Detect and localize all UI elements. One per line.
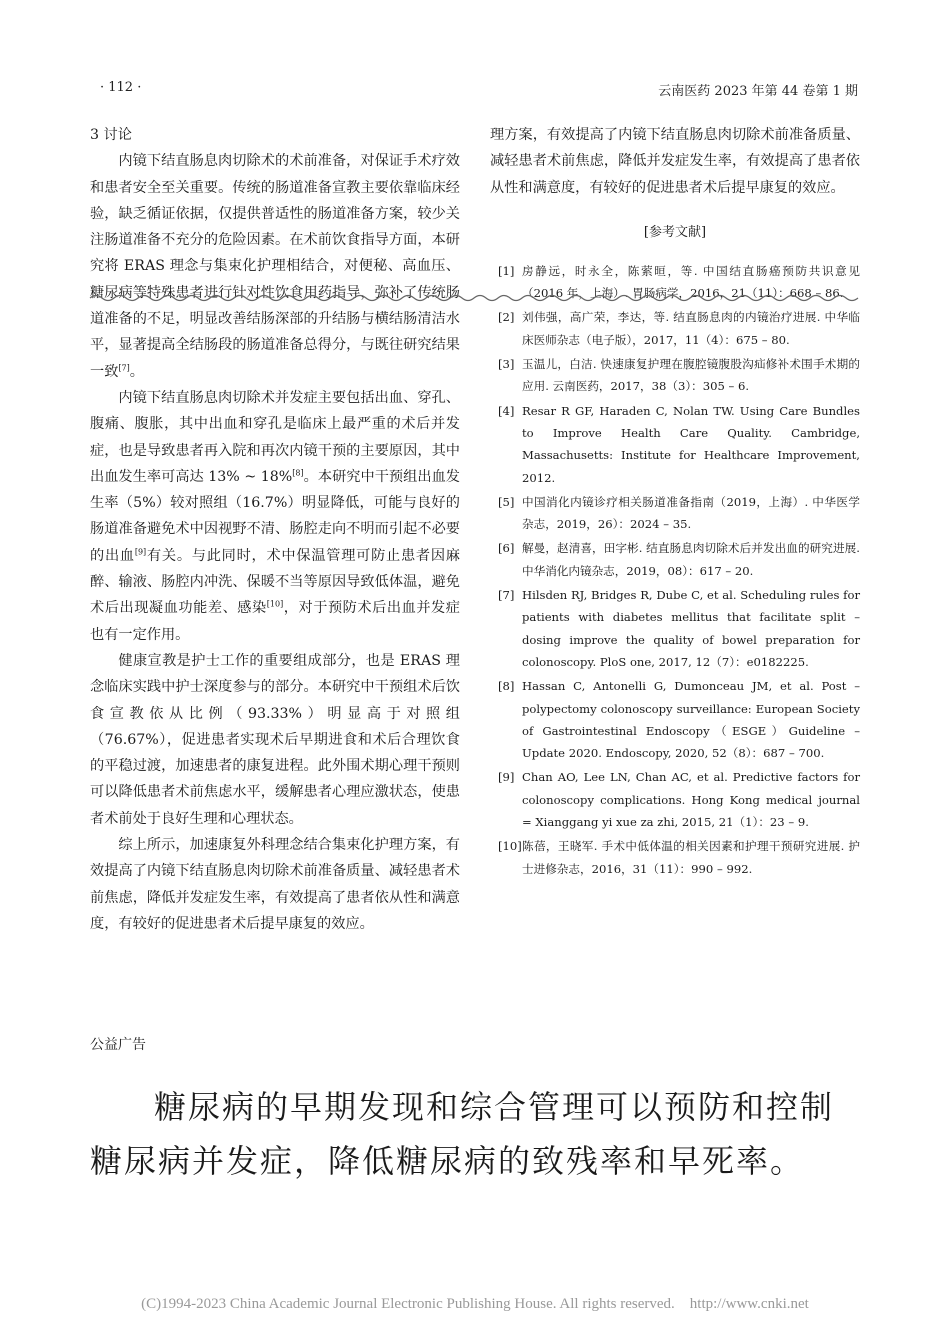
citation: [8] <box>292 468 304 478</box>
paragraph-text: 内镜下结直肠息肉切除术并发症主要包括出血、穿孔、腹痛、腹胀，其中出血和穿孔是临床上最严重的术后并发症，也是导致患者再入院和再次内镜干预的主要原因，其中出血发生率可高达 13% ~ 18% <box>90 389 460 485</box>
reference-number: [6] <box>498 541 515 556</box>
reference-text: 刘伟强，高广荣，李达，等. 结直肠息肉的内镜治疗进展. 中华临床医师杂志（电子版），2017，11（4）：675 – 80. <box>522 310 860 347</box>
reference-text: 房静远，时永全，陈萦晅，等. 中国结直肠癌预防共识意见（2016 年，上海）. 胃肠病学，2016，21（11）：668 – 86. <box>522 263 860 301</box>
ad-text <box>90 1080 860 1188</box>
references-title: [参考文献] <box>643 224 707 240</box>
reference-item <box>490 491 860 536</box>
reference-text: Resar R GF, Haraden C, Nolan TW. Using Care Bundles to Improve Health Care Quality. Cambridge, Massachusetts: Institute for Healthcare Improvement, 2012. <box>522 403 860 485</box>
reference-text: 陈蓓，王晓军. 手术中低体温的相关因素和护理干预研究进展. 护士进修杂志，2016，31（11）：990 – 992. <box>522 839 860 876</box>
citation: [10] <box>266 599 284 609</box>
reference-text: 中国消化内镜诊疗相关肠道准备指南（2019，上海）. 中华医学杂志，2019，26）：2024 – 35. <box>522 494 860 532</box>
reference-text: 解曼，赵清喜，田字彬. 结直肠息肉切除术后并发出血的研究进展. 中华消化内镜杂志，2019，08）：617 – 20. <box>522 541 860 578</box>
reference-item <box>490 584 860 673</box>
reference-item <box>490 306 860 351</box>
discussion-paragraph-1 <box>90 148 460 385</box>
discussion-paragraph-2 <box>90 385 460 648</box>
discussion-paragraph-4: 综上所示，加速康复外科理念结合集束化护理方案，有效提高了内镜下结直肠息肉切除术前准备质量、减轻患者术前焦虑，降低并发症发生率，有效提高了患者依从性和满意度，有较好的促进患者术后提早康复的效应。 <box>90 837 460 932</box>
paragraph-text: 。 <box>129 363 144 380</box>
ad-slogan: 糖尿病的早期发现和综合管理可以预防和控制糖尿病并发症，降低糖尿病的致残率和早死率。 <box>90 1088 835 1180</box>
reference-number: [10] <box>498 839 522 854</box>
discussion-paragraph-4-continued: 理方案，有效提高了内镜下结直肠息肉切除术前准备质量、减轻患者术前焦虑，降低并发症发生率，有效提高了患者依从性和满意度，有较好的促进患者术后提早康复的效应。 <box>490 127 860 196</box>
discussion-paragraph-3: 健康宣教是护士工作的重要组成部分，也是 ERAS 理念临床实践中护士深度参与的部分。本研究中干预组术后饮食宣教依从比例（93.33%）明显高于对照组（76.67%），促进患者实现术后早期进食和术后合理饮食的平稳过渡，加速患者的康复进程。此外围术期心理干预则可以降低患者术前焦虑水平，缓解患者心理应激状态，使患者术前处于良好生理和心理状态。 <box>90 652 460 827</box>
reference-item <box>490 766 860 833</box>
copyright-footer: (C)1994-2023 China Academic Journal Electronic Publishing House. All rights reserved. http://www.cnki.net <box>141 1296 809 1312</box>
reference-number: [5] <box>498 494 515 509</box>
reference-text: Hilsden RJ, Bridges R, Dube C, et al. Scheduling rules for patients with diabetes mellitus that facilitate split – dosing improve the quality of bowel preparation for colonoscopy. PloS one, 2017, 12（7）：e0182225. <box>522 588 860 669</box>
reference-text: Chan AO, Lee LN, Chan AC, et al. Predictive factors for colonoscopy complications. Hong Kong medical journal = Xianggang yi xue za zhi, 2015, 21（1）：23 – 9. <box>522 770 860 830</box>
citation: [9] <box>134 547 147 557</box>
references-column <box>490 122 860 882</box>
reference-number: [9] <box>498 770 515 785</box>
paragraph-text: 内镜下结直肠息肉切除术的术前准备，对保证手术疗效和患者安全至关重要。传统的肠道准备宣教主要依靠临床经验，缺乏循证依据，仅提供普适性的肠道准备方案，较少关注肠道准备不充分的危险因素。在术前饮食指导方面，本研究将 ERAS 理念与集束化护理相结合，对便秘、高血压、糖尿病等特殊患者进行针对性饮食用药指导，弥补了传统肠道准备的不足，明显改善结肠深部的升结肠与横结肠清洁水平，显著提高全结肠段的肠道准备总得分，与既往研究结果一致 <box>90 153 460 380</box>
ad-label: 公益广告 <box>90 1037 146 1053</box>
reference-number: [3] <box>498 357 515 372</box>
page-number: · 112 · <box>100 80 142 95</box>
reference-number: [8] <box>498 679 515 694</box>
reference-text: Hassan C, Antonelli G, Dumonceau JM, et al. Post – polypectomy colonoscopy surveillance: European Society of Gastrointestinal Endoscopy（ESGE）Guideline – Update 2020. Endoscopy, 2020, 52（8）：687 – 700. <box>522 679 860 761</box>
reference-item <box>490 353 860 398</box>
reference-number: [1] <box>498 263 515 278</box>
paragraph-text: 。本研究中干预组出血发生率（5%）较对照组（16.7%）明显降低，可能与良好的肠道准备避免术中因视野不清、肠腔走向不明而引起不必要的出血 <box>90 468 460 564</box>
reference-number: [2] <box>498 310 515 325</box>
citation: [7] <box>118 362 130 372</box>
paragraph-text: 有关。与此同时，术中保温管理可防止患者因麻醉、输液、肠腔内冲洗、保暖不当等原因导致低体温，避免术后出现凝血功能差、感染 <box>90 547 460 617</box>
decorative-divider <box>90 293 860 303</box>
reference-item <box>490 835 860 880</box>
reference-item <box>490 675 860 764</box>
reference-text: 玉温儿，白洁. 快速康复护理在腹腔镜腹股沟疝修补术围手术期的应用. 云南医药，2017，38（3）：305 – 6. <box>522 357 860 394</box>
reference-number: [7] <box>498 588 515 603</box>
reference-list <box>490 260 860 880</box>
journal-header: 云南医药 2023 年第 44 卷第 1 期 <box>658 84 858 99</box>
reference-number: [4] <box>498 403 515 418</box>
discussion-column <box>90 122 460 932</box>
reference-item <box>490 400 860 489</box>
paragraph-text: ，对于预防术后出血并发症也有一定作用。 <box>90 600 460 643</box>
reference-item <box>490 537 860 582</box>
section-title: 3 讨论 <box>90 127 132 143</box>
